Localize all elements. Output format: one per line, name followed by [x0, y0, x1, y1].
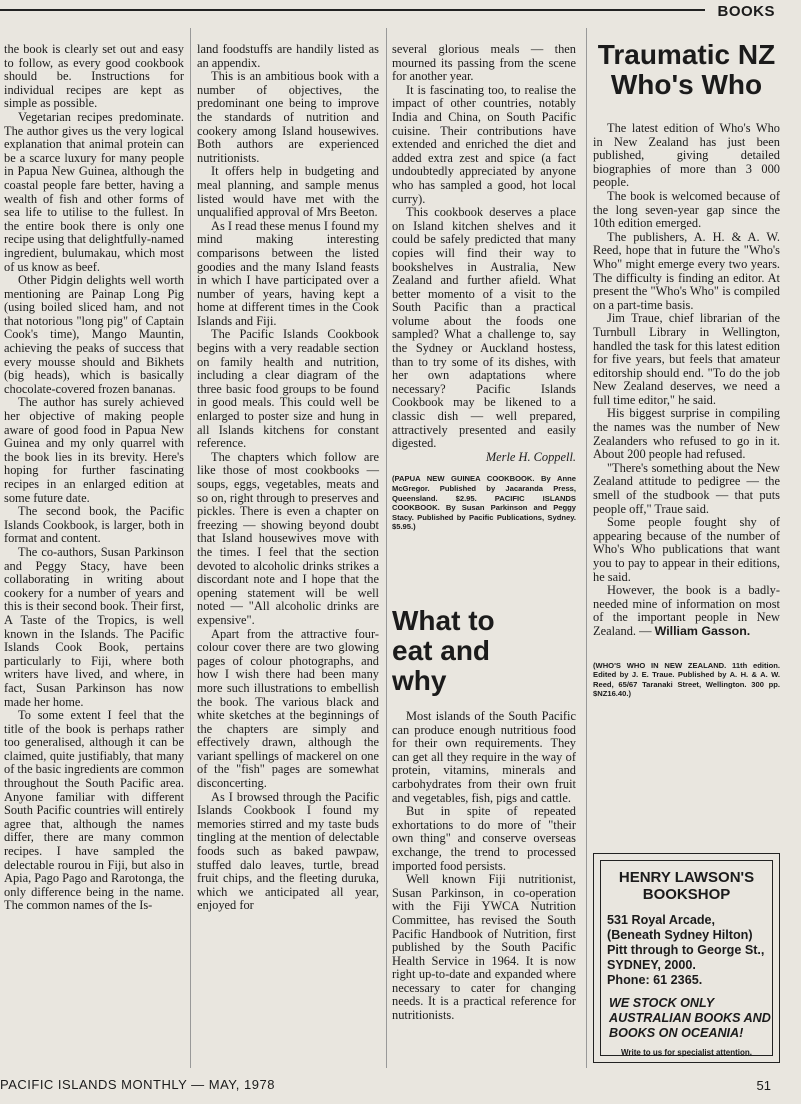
paragraph: Most islands of the South Pacific can produce enough nutritious food for their own requirements. They can get all they require in the way of protein, vitamins, minerals and carbohydrates from their own fruit and vegetables, fish, pigs and cattle. — [392, 709, 576, 805]
advert-address — [607, 913, 772, 988]
paragraph: Some people fought shy of appearing because of the number of Who's Who publications that want you to pay to appear in their editions, he said. — [593, 515, 780, 584]
paragraph: Apart from the attractive four-colour cover there are two glowing pages of colour photographs, and how I wish there had been many more such illustrations to embellish the book. The various black and white sketches at the beginnings of the chapters are simply and effectively drawn, although the variant spellings of mackerel on one of the "fish" pages are somewhat disconcerting. — [197, 626, 379, 791]
section-label: BOOKS — [717, 3, 775, 20]
paragraph: The author has surely achieved her objective of making people aware of good food in Papua New Guinea and my only quarrel with the book lies in its brevity. Here's hoping for further fascinating recipes in an enlarged edition at some future date. — [4, 395, 184, 505]
address-line: 531 Royal Arcade, — [607, 913, 716, 927]
paragraph: The chapters which follow are like those of most cookbooks — soups, eggs, vegetables, meats and so on, right through to preserves and pickles. There is even a chapter on freezing — showing beyond doubt that Island housewives move with the times. I feel that the section devoted to alcoholic drinks strikes a discordant note and I hope that the opening statement will be well noted — "All alcoholic drinks are expensive". — [197, 449, 379, 627]
review-column-2 — [197, 43, 379, 913]
bookshop-advert — [593, 853, 780, 1063]
paragraph: Jim Traue, chief librarian of the Turnbull Library in Wellington, handled the task for this latest edition for five years, but feels that amateur editorship should end. "To do the job New Zealand deserves, we need a full time editor," he said. — [593, 311, 780, 407]
review-author: Merle H. Coppell. — [485, 449, 576, 464]
paragraph: To some extent I feel that the title of the book is perhaps rather too generalised, although it can be claimed, quite justifiably, that many of the basic ingredients are common throughout the South Pacific area. Anyone familiar with different South Pacific countries will entirely agree that, although the names differ, there are many common recipes. I have sampled the delectable rourou in Fiji, but also in Apia, Pago Pago and Rarotonga, the only difference being in the name. The common names of the Is- — [4, 708, 184, 913]
paragraph: Other Pidgin delights well worth mentioning are Painap Long Pig (using boiled sliced ham, and not that notorious "long pig" of Captain Cook's time), Mango Mauntin, achieving the peaks of success that every mousse should and Bikhets (big heads), which is basically chocolate-covered frozen bananas. — [4, 273, 184, 396]
paragraph: However, the book is a badly-needed mine of information on most of the important people in New Zealand. — — [593, 583, 780, 638]
paragraph: Vegetarian recipes predominate. The author gives us the very logical explanation that animal protein can be a scarce luxury for many people in Papua New Guinea, although the coastal people fare better, having a wealth of fish and other forms of sea life to utilise to the fullest. In the entire book there is only one recipe using that delightfully-named ingredient, bulumakau, which most of us know as beef. — [4, 109, 184, 274]
address-line: Phone: 61 2365. — [607, 973, 703, 987]
paragraph: It is fascinating too, to realise the impact of other countries, notably India and China, on South Pacific cuisine. Their contributions have extended and enriched the diet and added extra zest and spice (a fact undoubtedly appreciated by anyone who has sampled a good, hot local curry). — [392, 82, 576, 206]
whos-who-article — [593, 40, 780, 699]
advert-inner-border — [600, 860, 773, 1056]
paragraph: But in spite of repeated exhortations to do more of "their own thing" and conserve overseas exchange, the trend to processed imported food persists. — [392, 804, 576, 873]
paragraph: The book is welcomed because of the long seven-year gap since the 10th edition emerged. — [593, 188, 780, 231]
paragraph: His biggest surprise in compiling the names was the number of New Zealanders who refused to go in it. About 200 people had refused. — [593, 406, 780, 462]
column-divider — [190, 28, 191, 1068]
address-line: SYDNEY, 2000. — [607, 958, 696, 972]
advert-note: Write to us for specialist attention. — [621, 1048, 752, 1057]
paragraph: This is an ambitious book with a number of objectives, the predominant one being to improve the standards of nutrition and cookery among Island housewives. Both authors are experienced nutritionists. — [197, 69, 379, 165]
page-number: 51 — [756, 1078, 771, 1093]
advert-name: HENRY LAWSON'S BOOKSHOP — [618, 869, 755, 903]
top-rule — [0, 9, 705, 11]
review-column-1 — [4, 43, 184, 913]
paragraph: This cookbook deserves a place on Island kitchen shelves and it could be safely predicted that many copies will find their way to bookshelves in Australia, New Zealand and further afield. What better momento of a visit to the South Pacific than a practical volume about the foods one sampled? What a challenge to, say the Sydney or Auckland hostess, than to try some of its dishes, with her own adaptations where necessary? Pacific Islands Cookbook may be likened to a classic dish — well prepared, attractively presented and easily digested. — [392, 205, 576, 451]
column-divider — [586, 28, 587, 1068]
paragraph: The co-authors, Susan Parkinson and Peggy Stacy, have been collaborating in writing about cookery for a number of years and this is their second book. Their first, A Taste of the Tropics, is well known in the Islands. The Pacific Islands Cook Book, pertains particularly to Fiji, where both writers have lived, and where, in fact, Susan Parkinson has now made her home. — [4, 544, 184, 709]
paragraph: It offers help in budgeting and meal planning, and sample menus listed would have met with the unqualified approval of Mrs Beeton. — [197, 164, 379, 220]
book-credit: (WHO'S WHO IN NEW ZEALAND. 11th edition. Edited by J. E. Traue. Published by A. H. & A. W. Reed, 65/67 Taranaki Street, Wellington. 300 pp. $NZ16.40.) — [593, 660, 780, 699]
paragraph: land foodstuffs are handily listed as an appendix. — [197, 42, 379, 70]
page-footer: PACIFIC ISLANDS MONTHLY — MAY, 1978 — [0, 1077, 275, 1092]
paragraph: Well known Fiji nutritionist, Susan Parkinson, in co-operation with the Fiji YWCA Nutrition Committee, has revised the South Pacific Handbook of Nutrition, first published by the South Pacific Health Service in 1964. It is now right up-to-date and expanded where necessary to cater for changing needs. It is a practical reference for nutritionists. — [392, 872, 576, 1023]
paragraph: The Pacific Islands Cookbook begins with a very readable section on family health and nutrition, including a clear diagram of the three basic food groups to be found in good meals. This could well be enlarged to poster size and hung in all Islands kitchens for constant reference. — [197, 327, 379, 451]
paragraph: several glorious meals — then mourned its passing from the scene for another year. — [392, 42, 576, 84]
column-divider — [386, 28, 387, 1068]
article-heading: What to eat and why — [392, 605, 495, 696]
eat-article — [392, 606, 576, 1023]
article-heading: Traumatic NZ Who's Who — [597, 39, 776, 100]
paragraph: The latest edition of Who's Who in New Zealand has just been published, giving detailed biographies of more than 3 000 people. — [593, 121, 780, 190]
advert-slogan: WE STOCK ONLY AUSTRALIAN BOOKS AND BOOKS ON OCEANIA! — [609, 996, 771, 1040]
paragraph: The publishers, A. H. & A. W. Reed, hope that in future the "Who's Who" might emerge every two years. The difficulty is finding an editor. At present the "Who's Who" is compiled on a part-time basis. — [593, 229, 780, 312]
address-line: Pitt through to George St., — [607, 943, 765, 957]
review-column-3 — [392, 43, 576, 532]
address-line: (Beneath Sydney Hilton) — [607, 928, 753, 942]
paragraph: the book is clearly set out and easy to follow, as every good cookbook should be. Instructions for individual recipes are kept as simple as possible. — [4, 42, 184, 111]
paragraph: "There's something about the New Zealand attitude to pedigree — the smell of the studbook — that puts people off," Traue said. — [593, 460, 780, 516]
book-credit: (PAPUA NEW GUINEA COOKBOOK. By Anne McGregor. Published by Jacaranda Press, Queensland. $2.95. PACIFIC ISLANDS COOKBOOK. By Susan Parkinson and Peggy Stacy. Published by Pacific Publications, Sydney. $5.95.) — [392, 474, 576, 532]
paragraph: As I browsed through the Pacific Islands Cookbook I found my memories stirred and my taste buds tingling at the mention of delectable foods such as baked pawpaw, stuffed dalo leaves, turtle, bread fruit chips, and the fleeting duruka, which we anticipated all year, enjoyed for — [197, 789, 379, 913]
paragraph: The second book, the Pacific Islands Cookbook, is larger, both in format and content. — [4, 504, 184, 546]
paragraph: As I read these menus I found my mind making interesting comparisons between the listed goodies and the many Island feasts in which I have participated over a number of years, having kept a home at different times in the Cook Islands and Fiji. — [197, 218, 379, 328]
review-author: William Gasson. — [654, 623, 751, 638]
